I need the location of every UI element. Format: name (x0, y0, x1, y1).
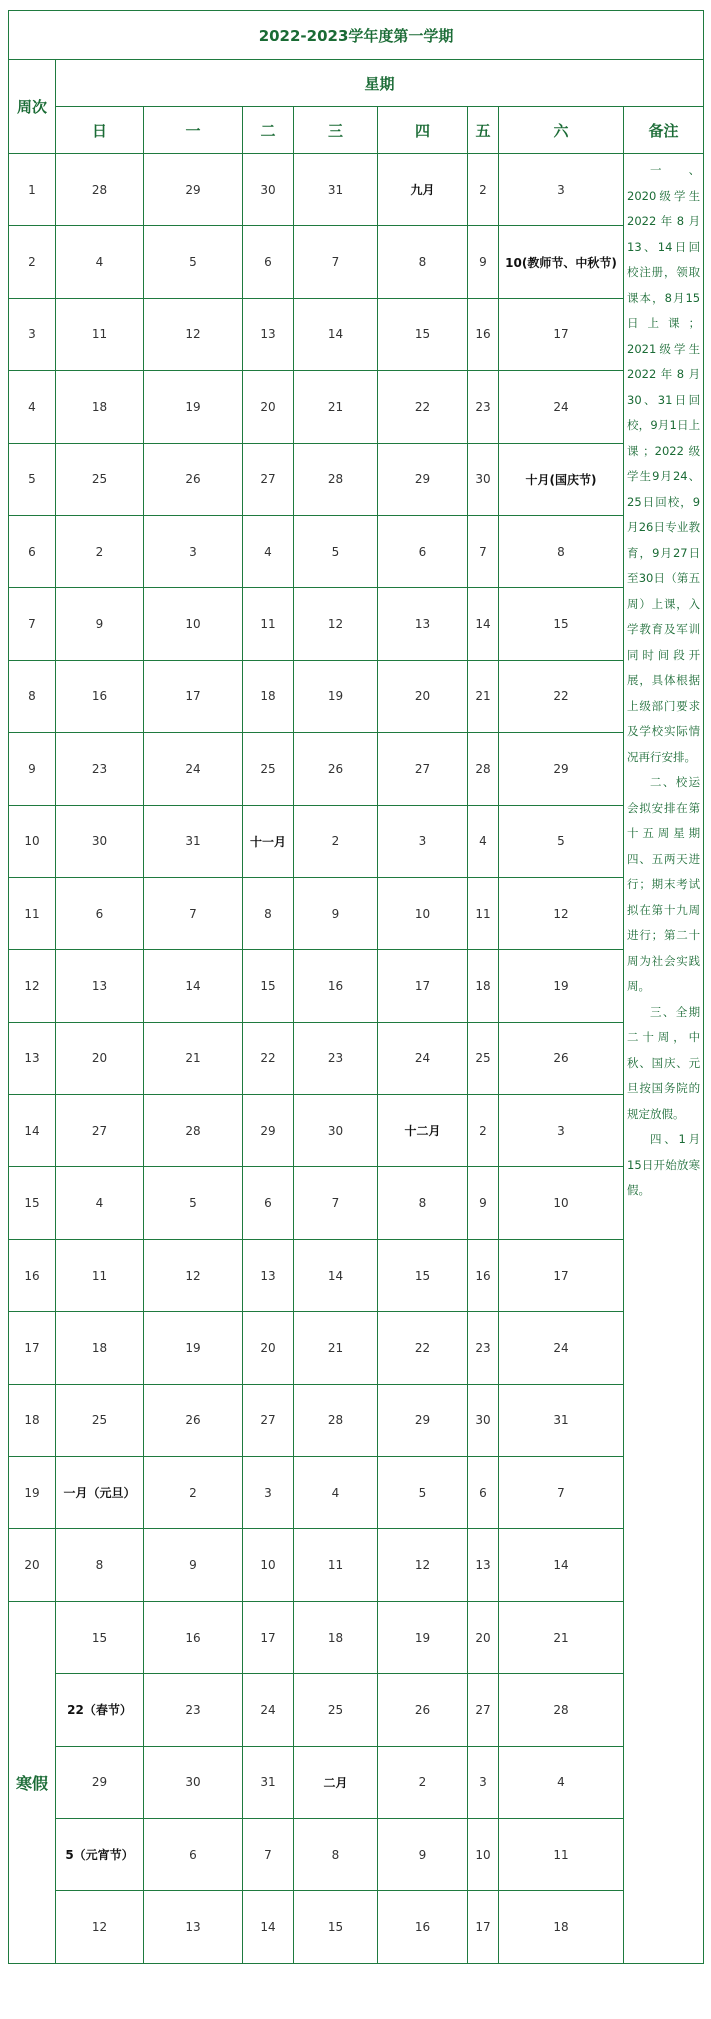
day-cell: 3 (499, 1095, 624, 1167)
day-cell: 7 (144, 877, 243, 949)
week-row (9, 1457, 704, 1529)
day-cell: 18 (56, 371, 144, 443)
week-number: 13 (9, 1022, 56, 1094)
day-cell: 2 (144, 1457, 243, 1529)
day-header-fri: 五 (468, 107, 499, 154)
day-cell: 7 (294, 1167, 378, 1239)
day-cell: 13 (243, 298, 294, 370)
note-paragraph: 三、全期二十周，中秋、国庆、元旦按国务院的规定放假。 (627, 1004, 701, 1121)
day-cell: 4 (499, 1746, 624, 1818)
week-row (9, 1167, 704, 1239)
day-cell: 26 (499, 1022, 624, 1094)
day-cell: 12 (378, 1529, 468, 1601)
day-cell: 8 (56, 1529, 144, 1601)
day-cell: 10 (378, 877, 468, 949)
day-cell: 20 (243, 1312, 294, 1384)
day-cell: 9 (294, 877, 378, 949)
day-cell: 18 (468, 950, 499, 1022)
week-row (9, 805, 704, 877)
day-cell: 25 (468, 1022, 499, 1094)
note-paragraph: 二、校运会拟安排在第十五周星期四、五两天进行；期末考试拟在第十九周进行；第二十周为社会实践周。 (627, 775, 701, 993)
day-cell: 19 (499, 950, 624, 1022)
day-cell: 4 (294, 1457, 378, 1529)
day-cell: 12 (144, 1239, 243, 1311)
day-cell: 8 (499, 515, 624, 587)
day-cell: 22（春节） (56, 1674, 144, 1746)
day-cell: 13 (378, 588, 468, 660)
winter-break-row (9, 1746, 704, 1818)
week-number: 18 (9, 1384, 56, 1456)
day-cell: 16 (468, 1239, 499, 1311)
day-cell: 九月 (378, 154, 468, 226)
winter-break-row (9, 1674, 704, 1746)
day-cell: 24 (243, 1674, 294, 1746)
week-number: 4 (9, 371, 56, 443)
day-cell: 28 (294, 1384, 378, 1456)
day-cell: 16 (294, 950, 378, 1022)
day-cell: 21 (294, 371, 378, 443)
day-header-mon: 一 (144, 107, 243, 154)
day-cell: 13 (144, 1891, 243, 1963)
day-cell: 19 (144, 1312, 243, 1384)
day-header-tue: 二 (243, 107, 294, 154)
day-cell: 31 (294, 154, 378, 226)
day-cell: 17 (378, 950, 468, 1022)
day-cell: 3 (499, 154, 624, 226)
day-cell: 27 (56, 1095, 144, 1167)
day-cell: 24 (144, 733, 243, 805)
week-row (9, 515, 704, 587)
page-bottom-margin (0, 1965, 711, 2019)
day-cell: 26 (378, 1674, 468, 1746)
day-cell: 23 (294, 1022, 378, 1094)
week-number: 10 (9, 805, 56, 877)
weekday-group-header: 星期 (56, 60, 704, 107)
week-row (9, 1239, 704, 1311)
day-cell: 30 (56, 805, 144, 877)
day-cell: 5 (378, 1457, 468, 1529)
day-cell: 4 (56, 226, 144, 298)
day-cell: 3 (378, 805, 468, 877)
day-cell: 9 (56, 588, 144, 660)
week-number: 2 (9, 226, 56, 298)
week-number: 19 (9, 1457, 56, 1529)
notes-cell (624, 154, 704, 1964)
day-cell: 2 (294, 805, 378, 877)
day-cell: 2 (468, 1095, 499, 1167)
week-number: 12 (9, 950, 56, 1022)
day-cell: 23 (468, 1312, 499, 1384)
day-cell: 27 (468, 1674, 499, 1746)
day-cell: 7 (243, 1818, 294, 1890)
winter-break-row (9, 1601, 704, 1673)
day-cell: 22 (378, 1312, 468, 1384)
week-number: 15 (9, 1167, 56, 1239)
week-row (9, 154, 704, 226)
day-cell: 6 (243, 1167, 294, 1239)
day-cell: 30 (144, 1746, 243, 1818)
day-cell: 15 (378, 298, 468, 370)
day-cell: 20 (243, 371, 294, 443)
day-cell: 3 (243, 1457, 294, 1529)
week-row (9, 1529, 704, 1601)
day-cell: 12 (144, 298, 243, 370)
day-cell: 15 (378, 1239, 468, 1311)
day-cell: 9 (144, 1529, 243, 1601)
week-row (9, 733, 704, 805)
calendar-body (9, 154, 704, 1964)
day-cell: 29 (56, 1746, 144, 1818)
day-cell: 12 (56, 1891, 144, 1963)
day-cell: 25 (56, 1384, 144, 1456)
day-cell: 二月 (294, 1746, 378, 1818)
day-cell: 27 (378, 733, 468, 805)
day-cell: 2 (56, 515, 144, 587)
day-cell: 21 (499, 1601, 624, 1673)
day-cell: 2 (378, 1746, 468, 1818)
day-cell: 14 (144, 950, 243, 1022)
day-header-thu: 四 (378, 107, 468, 154)
week-number: 5 (9, 443, 56, 515)
day-cell: 9 (378, 1818, 468, 1890)
day-cell: 4 (468, 805, 499, 877)
week-number: 11 (9, 877, 56, 949)
day-cell: 16 (378, 1891, 468, 1963)
day-cell: 10(教师节、中秋节) (499, 226, 624, 298)
day-cell: 10 (243, 1529, 294, 1601)
day-cell: 5 (499, 805, 624, 877)
day-cell: 19 (294, 660, 378, 732)
week-row (9, 877, 704, 949)
day-cell: 15 (243, 950, 294, 1022)
day-cell: 8 (378, 1167, 468, 1239)
week-number: 9 (9, 733, 56, 805)
day-cell: 20 (468, 1601, 499, 1673)
day-cell: 29 (378, 1384, 468, 1456)
day-cell: 23 (468, 371, 499, 443)
day-cell: 8 (243, 877, 294, 949)
day-cell: 5 (144, 226, 243, 298)
day-cell: 14 (468, 588, 499, 660)
week-number: 8 (9, 660, 56, 732)
day-cell: 6 (378, 515, 468, 587)
day-cell: 4 (56, 1167, 144, 1239)
day-cell: 7 (499, 1457, 624, 1529)
day-cell: 17 (144, 660, 243, 732)
day-cell: 27 (243, 1384, 294, 1456)
day-cell: 5 (144, 1167, 243, 1239)
day-cell: 14 (499, 1529, 624, 1601)
week-row (9, 588, 704, 660)
day-cell: 28 (56, 154, 144, 226)
day-cell: 3 (144, 515, 243, 587)
day-cell: 4 (243, 515, 294, 587)
day-cell: 26 (294, 733, 378, 805)
day-cell: 5（元宵节） (56, 1818, 144, 1890)
day-cell: 14 (243, 1891, 294, 1963)
day-cell: 7 (294, 226, 378, 298)
day-cell: 17 (243, 1601, 294, 1673)
day-cell: 19 (144, 371, 243, 443)
day-cell: 26 (144, 443, 243, 515)
day-cell: 6 (468, 1457, 499, 1529)
day-cell: 29 (243, 1095, 294, 1167)
day-cell: 17 (499, 1239, 624, 1311)
day-cell: 18 (294, 1601, 378, 1673)
day-cell: 11 (468, 877, 499, 949)
day-cell: 26 (144, 1384, 243, 1456)
notes-header: 备注 (624, 107, 704, 154)
day-cell: 25 (56, 443, 144, 515)
day-cell: 18 (243, 660, 294, 732)
day-cell: 28 (499, 1674, 624, 1746)
week-row (9, 443, 704, 515)
day-cell: 10 (468, 1818, 499, 1890)
week-number: 1 (9, 154, 56, 226)
week-row (9, 1384, 704, 1456)
day-cell: 15 (56, 1601, 144, 1673)
day-header-wed: 三 (294, 107, 378, 154)
week-number: 20 (9, 1529, 56, 1601)
week-row (9, 1312, 704, 1384)
day-cell: 10 (144, 588, 243, 660)
day-cell: 16 (56, 660, 144, 732)
calendar-title: 2022-2023学年度第一学期 (9, 11, 704, 60)
day-cell: 28 (294, 443, 378, 515)
day-cell: 31 (144, 805, 243, 877)
day-cell: 13 (468, 1529, 499, 1601)
day-cell: 7 (468, 515, 499, 587)
day-cell: 19 (378, 1601, 468, 1673)
day-cell: 21 (468, 660, 499, 732)
day-cell: 10 (499, 1167, 624, 1239)
day-cell: 18 (499, 1891, 624, 1963)
week-row (9, 298, 704, 370)
day-cell: 16 (144, 1601, 243, 1673)
day-cell: 11 (56, 298, 144, 370)
day-cell: 27 (243, 443, 294, 515)
day-cell: 3 (468, 1746, 499, 1818)
week-number: 14 (9, 1095, 56, 1167)
day-cell: 23 (144, 1674, 243, 1746)
day-cell: 29 (499, 733, 624, 805)
day-cell: 12 (499, 877, 624, 949)
day-cell: 十月(国庆节) (499, 443, 624, 515)
day-cell: 6 (144, 1818, 243, 1890)
day-cell: 11 (499, 1818, 624, 1890)
day-cell: 20 (378, 660, 468, 732)
day-cell: 29 (144, 154, 243, 226)
day-cell: 17 (468, 1891, 499, 1963)
day-cell: 14 (294, 298, 378, 370)
day-cell: 31 (243, 1746, 294, 1818)
day-cell: 28 (468, 733, 499, 805)
day-cell: 30 (243, 154, 294, 226)
day-cell: 9 (468, 1167, 499, 1239)
day-cell: 15 (294, 1891, 378, 1963)
week-column-header: 周次 (9, 60, 56, 154)
day-cell: 一月（元旦） (56, 1457, 144, 1529)
week-row (9, 226, 704, 298)
day-cell: 十一月 (243, 805, 294, 877)
day-cell: 22 (378, 371, 468, 443)
week-number: 16 (9, 1239, 56, 1311)
day-cell: 23 (56, 733, 144, 805)
day-header-sat: 六 (499, 107, 624, 154)
day-cell: 29 (378, 443, 468, 515)
day-cell: 5 (294, 515, 378, 587)
winter-break-row (9, 1818, 704, 1890)
day-cell: 31 (499, 1384, 624, 1456)
day-cell: 15 (499, 588, 624, 660)
day-header-sun: 日 (56, 107, 144, 154)
day-cell: 24 (378, 1022, 468, 1094)
day-cell: 6 (243, 226, 294, 298)
notes-text (627, 154, 700, 1204)
day-cell: 9 (468, 226, 499, 298)
week-number: 7 (9, 588, 56, 660)
week-number: 6 (9, 515, 56, 587)
calendar-table (8, 10, 704, 1964)
day-cell: 22 (499, 660, 624, 732)
day-cell: 20 (56, 1022, 144, 1094)
day-cell: 12 (294, 588, 378, 660)
week-row (9, 371, 704, 443)
day-cell: 25 (294, 1674, 378, 1746)
day-cell: 30 (468, 443, 499, 515)
day-cell: 6 (56, 877, 144, 949)
day-cell: 24 (499, 371, 624, 443)
day-cell: 8 (294, 1818, 378, 1890)
day-cell: 11 (56, 1239, 144, 1311)
day-cell: 25 (243, 733, 294, 805)
note-paragraph: 四、1月15日开始放寒假。 (627, 1132, 701, 1197)
week-number: 3 (9, 298, 56, 370)
winter-break-label: 寒假 (9, 1601, 56, 1963)
day-cell: 11 (294, 1529, 378, 1601)
day-cell: 17 (499, 298, 624, 370)
day-cell: 18 (56, 1312, 144, 1384)
day-cell: 21 (144, 1022, 243, 1094)
day-cell: 16 (468, 298, 499, 370)
day-cell: 14 (294, 1239, 378, 1311)
day-cell: 13 (243, 1239, 294, 1311)
week-row (9, 1022, 704, 1094)
day-cell: 22 (243, 1022, 294, 1094)
week-number: 17 (9, 1312, 56, 1384)
day-cell: 8 (378, 226, 468, 298)
week-row (9, 1095, 704, 1167)
winter-break-row (9, 1891, 704, 1963)
day-cell: 30 (294, 1095, 378, 1167)
day-cell: 13 (56, 950, 144, 1022)
day-cell: 21 (294, 1312, 378, 1384)
day-cell: 28 (144, 1095, 243, 1167)
day-cell: 2 (468, 154, 499, 226)
day-cell: 十二月 (378, 1095, 468, 1167)
day-cell: 24 (499, 1312, 624, 1384)
week-row (9, 660, 704, 732)
day-cell: 11 (243, 588, 294, 660)
note-paragraph: 一、2020级学生2022年8月13、14日回校注册，领取课本，8月15日上课；2021级学生2022年8月30、31日回校，9月1日上课；2022级学生9月24、25日回校，9月26日专业教育，9月27日至30日（第五周）上课，入学教育及军训同时间段开展，具体根据上级部门要求及学校实际情况再行安排。 (627, 163, 701, 764)
day-cell: 30 (468, 1384, 499, 1456)
week-row (9, 950, 704, 1022)
